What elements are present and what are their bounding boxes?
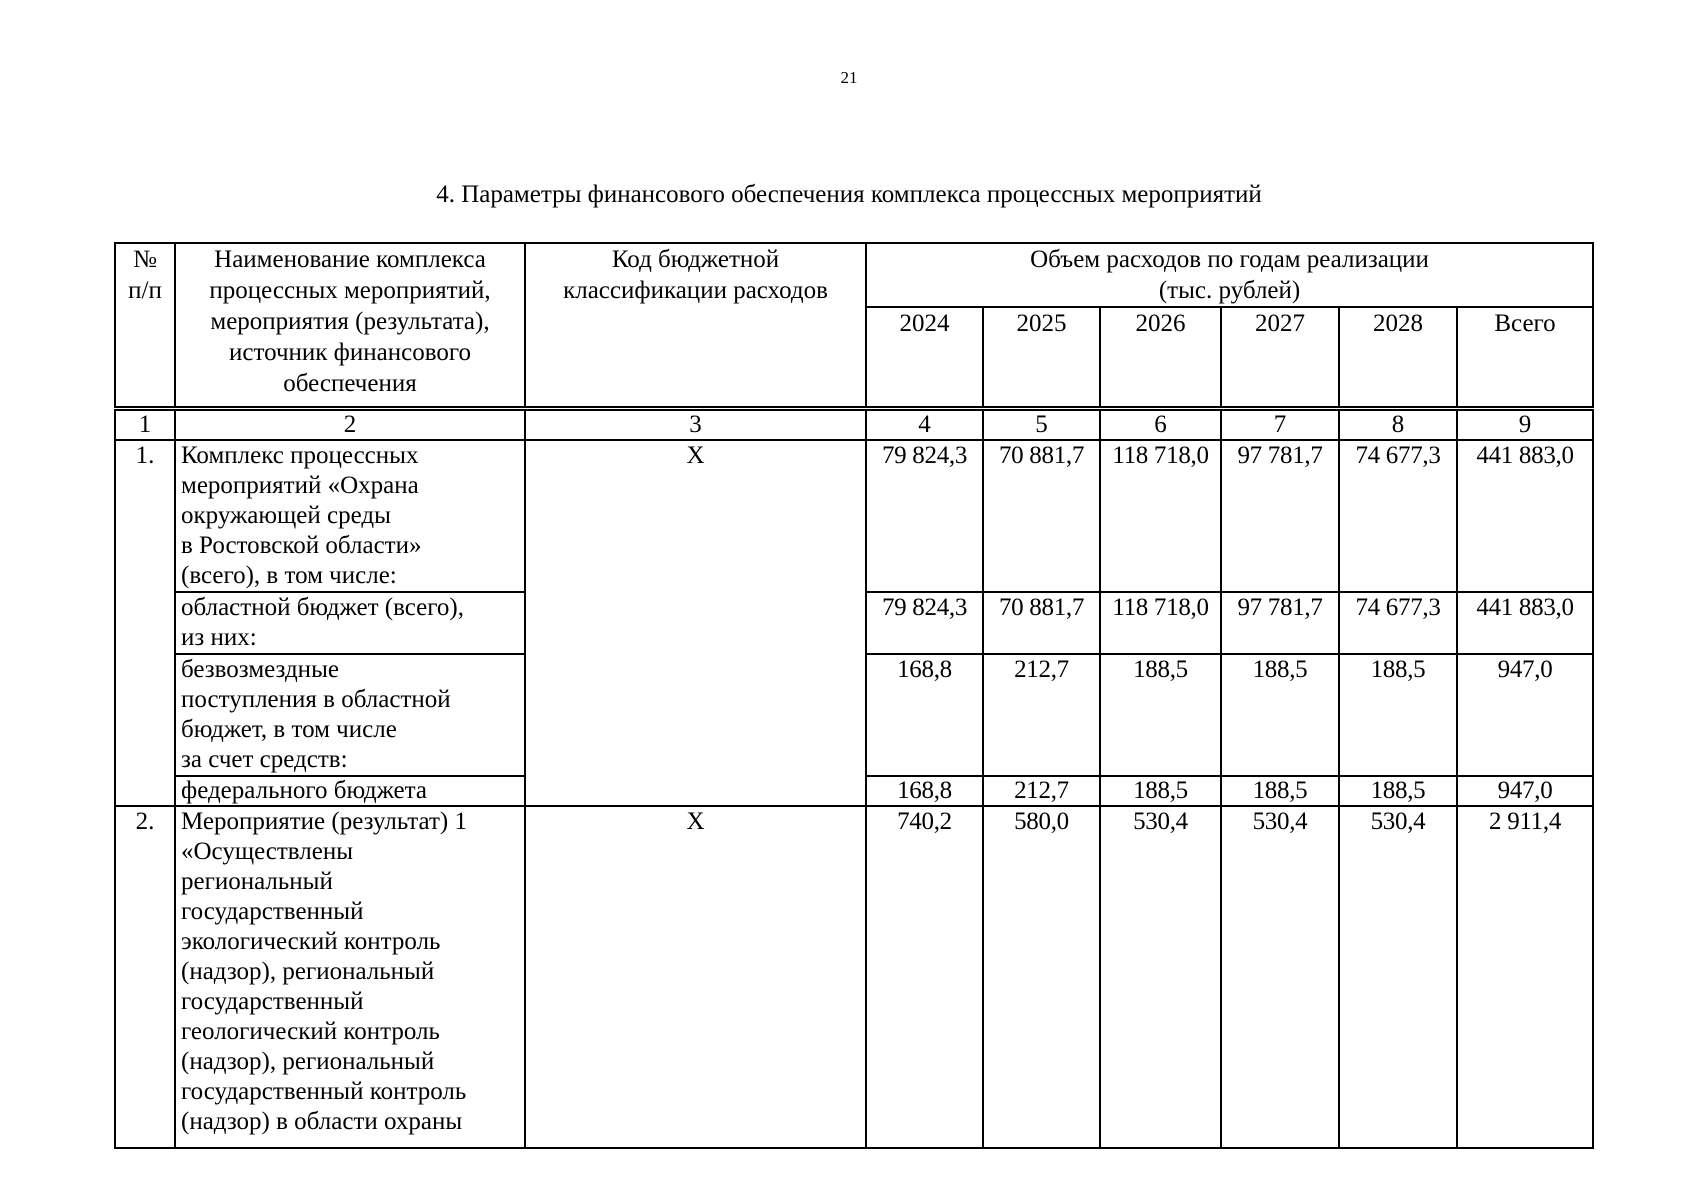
row-number: 2. <box>115 806 175 1148</box>
header-code <box>525 243 866 409</box>
column-index: 1 <box>115 409 175 441</box>
header-name-line: источник финансового <box>229 339 471 366</box>
row-value: 97 781,7 <box>1221 440 1339 592</box>
row-name-line: за счет средств: <box>181 746 348 773</box>
column-index-row <box>115 409 1593 441</box>
row-value: 70 881,7 <box>983 592 1100 654</box>
row-value: 947,0 <box>1457 654 1593 776</box>
header-name-line: процессных мероприятий, <box>209 277 491 304</box>
table-row <box>115 806 1593 1148</box>
row-name-line: Мероприятие (результат) 1 <box>181 808 467 835</box>
row-name-line: (надзор) в области охраны <box>181 1108 463 1135</box>
row-value: 168,8 <box>866 776 983 806</box>
row-value: 188,5 <box>1339 776 1457 806</box>
row-name-line: (надзор), региональный <box>181 1048 435 1075</box>
header-row <box>115 243 1593 307</box>
row-value: 74 677,3 <box>1339 592 1457 654</box>
table-row <box>115 440 1593 592</box>
row-value: 947,0 <box>1457 776 1593 806</box>
header-volume <box>866 243 1593 307</box>
row-value: 118 718,0 <box>1100 440 1221 592</box>
row-value: 530,4 <box>1221 806 1339 1148</box>
row-name-line: федерального бюджета <box>181 777 427 804</box>
header-name-line: мероприятия (результата), <box>210 308 490 335</box>
row-value: 79 824,3 <box>866 592 983 654</box>
header-year: 2024 <box>866 307 983 409</box>
row-name <box>175 440 525 592</box>
row-value: 212,7 <box>983 654 1100 776</box>
row-value: 580,0 <box>983 806 1100 1148</box>
header-total: Всего <box>1457 307 1593 409</box>
row-value: 168,8 <box>866 654 983 776</box>
row-name-line: бюджет, в том числе <box>181 716 397 743</box>
row-name-line: окружающей среды <box>181 502 391 529</box>
row-value: 188,5 <box>1100 654 1221 776</box>
header-volume-line: (тыс. рублей) <box>1158 277 1301 304</box>
row-name-line: мероприятий «Охрана <box>181 472 419 499</box>
header-volume-line: Объем расходов по годам реализации <box>1030 246 1429 273</box>
row-value: 441 883,0 <box>1457 592 1593 654</box>
row-value: 188,5 <box>1221 776 1339 806</box>
row-name-line: из них: <box>181 624 257 651</box>
row-name-line: безвозмездные <box>181 656 339 683</box>
row-name-line: региональный <box>181 868 333 895</box>
column-index: 6 <box>1100 409 1221 441</box>
row-name-line: «Осуществлены <box>181 838 354 865</box>
row-code: Х <box>525 440 866 806</box>
header-code-line: классификации расходов <box>563 277 828 304</box>
row-value: 740,2 <box>866 806 983 1148</box>
row-name-line: экологический контроль <box>181 928 441 955</box>
row-name <box>175 806 525 1148</box>
column-index: 9 <box>1457 409 1593 441</box>
row-value: 2 911,4 <box>1457 806 1593 1148</box>
row-name-line: государственный <box>181 988 364 1015</box>
column-index: 4 <box>866 409 983 441</box>
header-num <box>115 243 175 409</box>
row-name-line: государственный контроль <box>181 1078 467 1105</box>
row-name-line: в Ростовской области» <box>181 532 422 559</box>
row-value: 530,4 <box>1339 806 1457 1148</box>
column-index: 3 <box>525 409 866 441</box>
row-name-line: поступления в областной <box>181 686 451 713</box>
row-value: 530,4 <box>1100 806 1221 1148</box>
row-name <box>175 776 525 806</box>
row-value: 118 718,0 <box>1100 592 1221 654</box>
header-name-line: обеспечения <box>283 370 417 397</box>
row-value: 188,5 <box>1339 654 1457 776</box>
row-number: 1. <box>115 440 175 806</box>
row-value: 97 781,7 <box>1221 592 1339 654</box>
row-value: 79 824,3 <box>866 440 983 592</box>
header-code-line: Код бюджетной <box>611 246 780 273</box>
header-year: 2028 <box>1339 307 1457 409</box>
section-title: 4. Параметры финансового обеспечения комплекса процессных мероприятий <box>436 181 1262 208</box>
header-year: 2026 <box>1100 307 1221 409</box>
financing-table <box>114 242 1594 1149</box>
row-name-line: областной бюджет (всего), <box>181 594 464 621</box>
row-name <box>175 592 525 654</box>
column-index: 8 <box>1339 409 1457 441</box>
header-name-line: Наименование комплекса <box>214 246 486 273</box>
row-name-line: государственный <box>181 898 364 925</box>
header-year: 2025 <box>983 307 1100 409</box>
column-index: 7 <box>1221 409 1339 441</box>
page-number: 21 <box>840 68 858 87</box>
header-name <box>175 243 525 409</box>
row-value: 441 883,0 <box>1457 440 1593 592</box>
row-value: 212,7 <box>983 776 1100 806</box>
header-num-line: № <box>133 246 157 273</box>
row-code: Х <box>525 806 866 1148</box>
row-name-line: Комплекс процессных <box>181 442 419 469</box>
row-value: 188,5 <box>1221 654 1339 776</box>
header-year: 2027 <box>1221 307 1339 409</box>
column-index: 5 <box>983 409 1100 441</box>
row-name <box>175 654 525 776</box>
header-num-line: п/п <box>128 277 162 304</box>
row-value: 74 677,3 <box>1339 440 1457 592</box>
row-value: 188,5 <box>1100 776 1221 806</box>
row-name-line: геологический контроль <box>181 1018 440 1045</box>
row-name-line: (всего), в том числе: <box>181 562 397 589</box>
column-index: 2 <box>175 409 525 441</box>
row-name-line: (надзор), региональный <box>181 958 435 985</box>
row-value: 70 881,7 <box>983 440 1100 592</box>
